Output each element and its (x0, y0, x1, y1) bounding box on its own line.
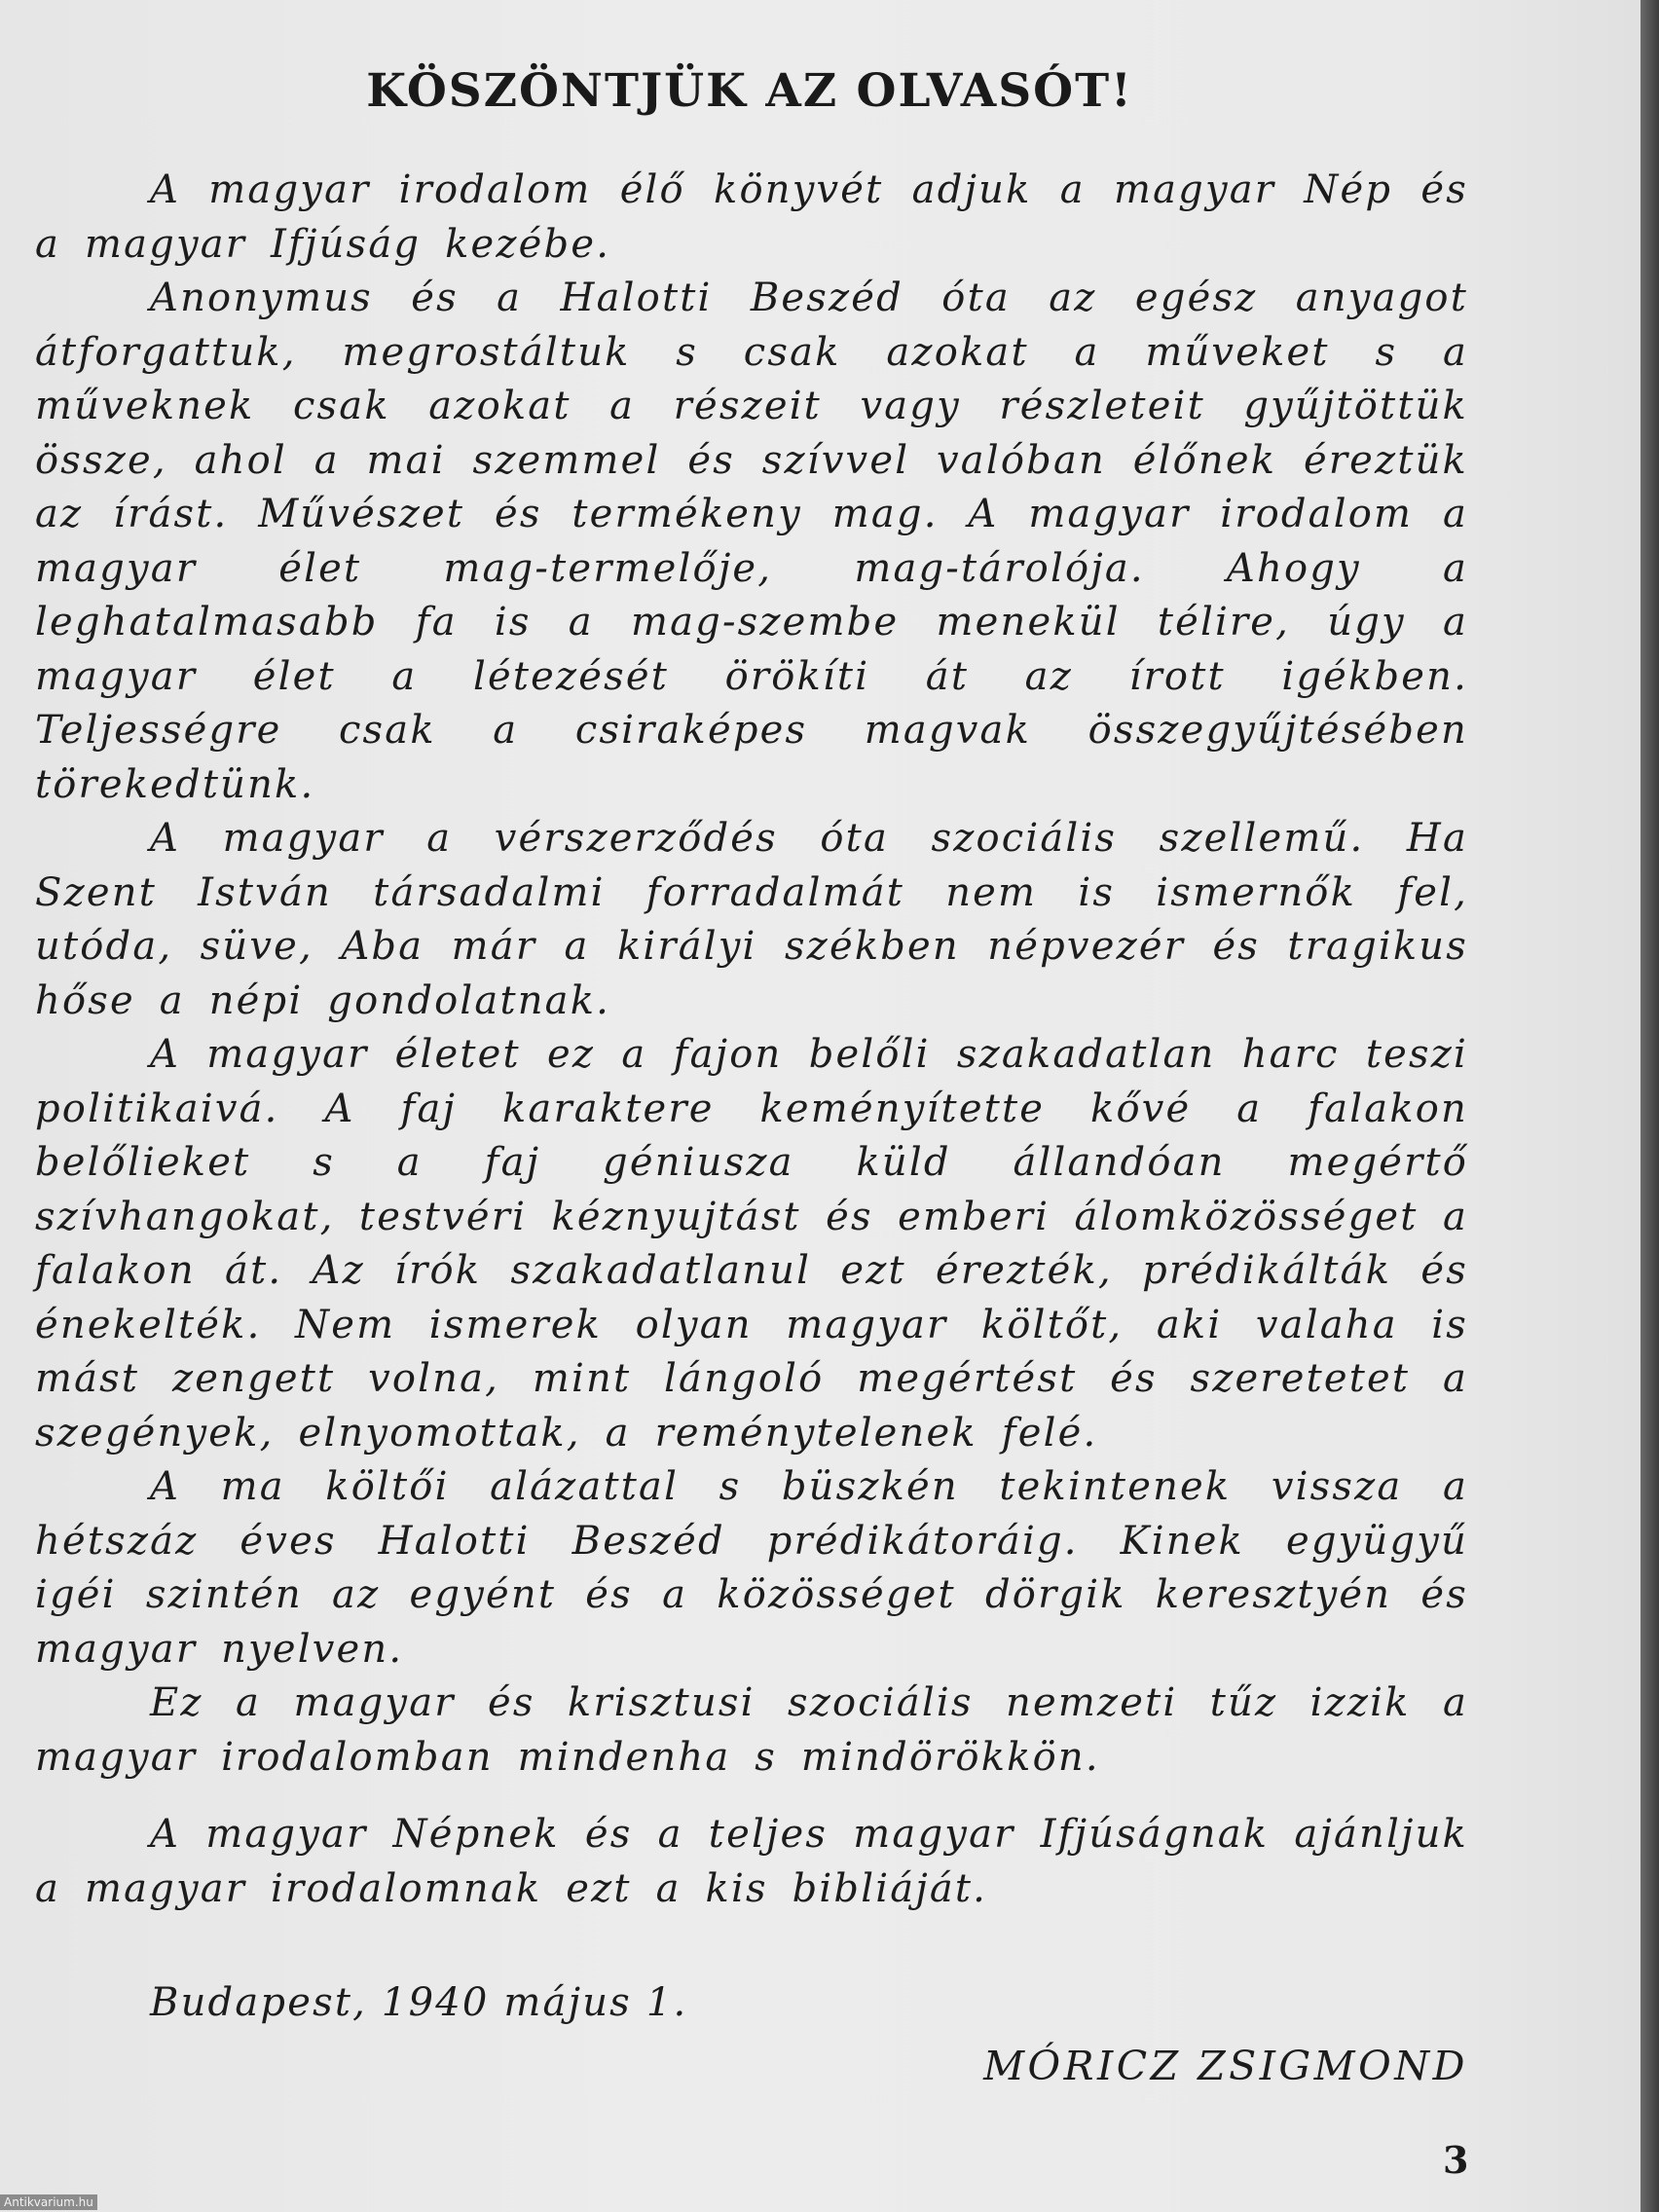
dedication-paragraph: A magyar Népnek és a teljes magyar Ifjúságnak ajánljuk a magyar irodalomnak ezt a kis bibliáját. (35, 1812, 1468, 1911)
page-title: KÖSZÖNTJÜK AZ OLVASÓT! (366, 64, 1133, 118)
date-line: Budapest, 1940 május 1. (150, 1980, 688, 2025)
paragraph: Ez a magyar és krisztusi szociális nemzeti tűz izzik a magyar irodalomban mindenha s mindörökkön. (35, 1680, 1468, 1780)
page-number: 3 (1443, 2138, 1469, 2182)
page-edge-shadow (1641, 0, 1659, 2212)
paragraph: A magyar a vérszerződés óta szociális szellemű. Ha Szent István társadalmi forradalmát nem is ismernők fel, utóda, süve, Aba már a királyi székben népvezér és tragikus hőse a népi gondolatnak. (35, 816, 1468, 1023)
author-signature: MÓRICZ ZSIGMOND (983, 2043, 1468, 2089)
watermark-label: Antikvarium.hu (0, 2194, 97, 2210)
paragraph: A magyar életet ez a fajon belőli szakadatlan harc teszi politikaivá. A faj karaktere keményítette kővé a falakon belőlieket s a faj géniusza küld állandóan megértő szívhangokat, testvéri kéznyujtást és emberi álomközösséget a falakon át. Az írók szakadatlanul ezt érezték, prédikálták és énekelték. Nem ismerek olyan magyar költőt, aki valaha is mást zengett volna, mint lángoló megértést és szeretetet a szegények, elnyomottak, a reménytelenek felé. (35, 1032, 1468, 1456)
paragraph: A ma költői alázattal s büszkén tekintenek vissza a hétszáz éves Halotti Beszéd prédikátoráig. Kinek együgyű igéi szintén az egyént és a közösséget dörgik keresztyén és magyar nyelven. (35, 1464, 1468, 1672)
body-text (35, 164, 1468, 1916)
paragraph: Anonymus és a Halotti Beszéd óta az egész anyagot átforgattuk, megrostáltuk s csak azokat a műveket s a műveknek csak azokat a részeit vagy részleteit gyűjtöttük össze, ahol a mai szemmel és szívvel valóban élőnek éreztük az írást. Művészet és termékeny mag. A magyar irodalom a magyar élet mag-termelője, mag-tárolója. Ahogy a leghatalmasabb fa is a mag-szembe menekül télire, úgy a magyar élet a létezését örökíti át az írott igékben. Teljességre csak a csiraképes magvak összegyűjtésében törekedtünk. (35, 276, 1468, 807)
paragraph: A magyar irodalom élő könyvét adjuk a magyar Nép és a magyar Ifjúság kezébe. (35, 167, 1468, 267)
